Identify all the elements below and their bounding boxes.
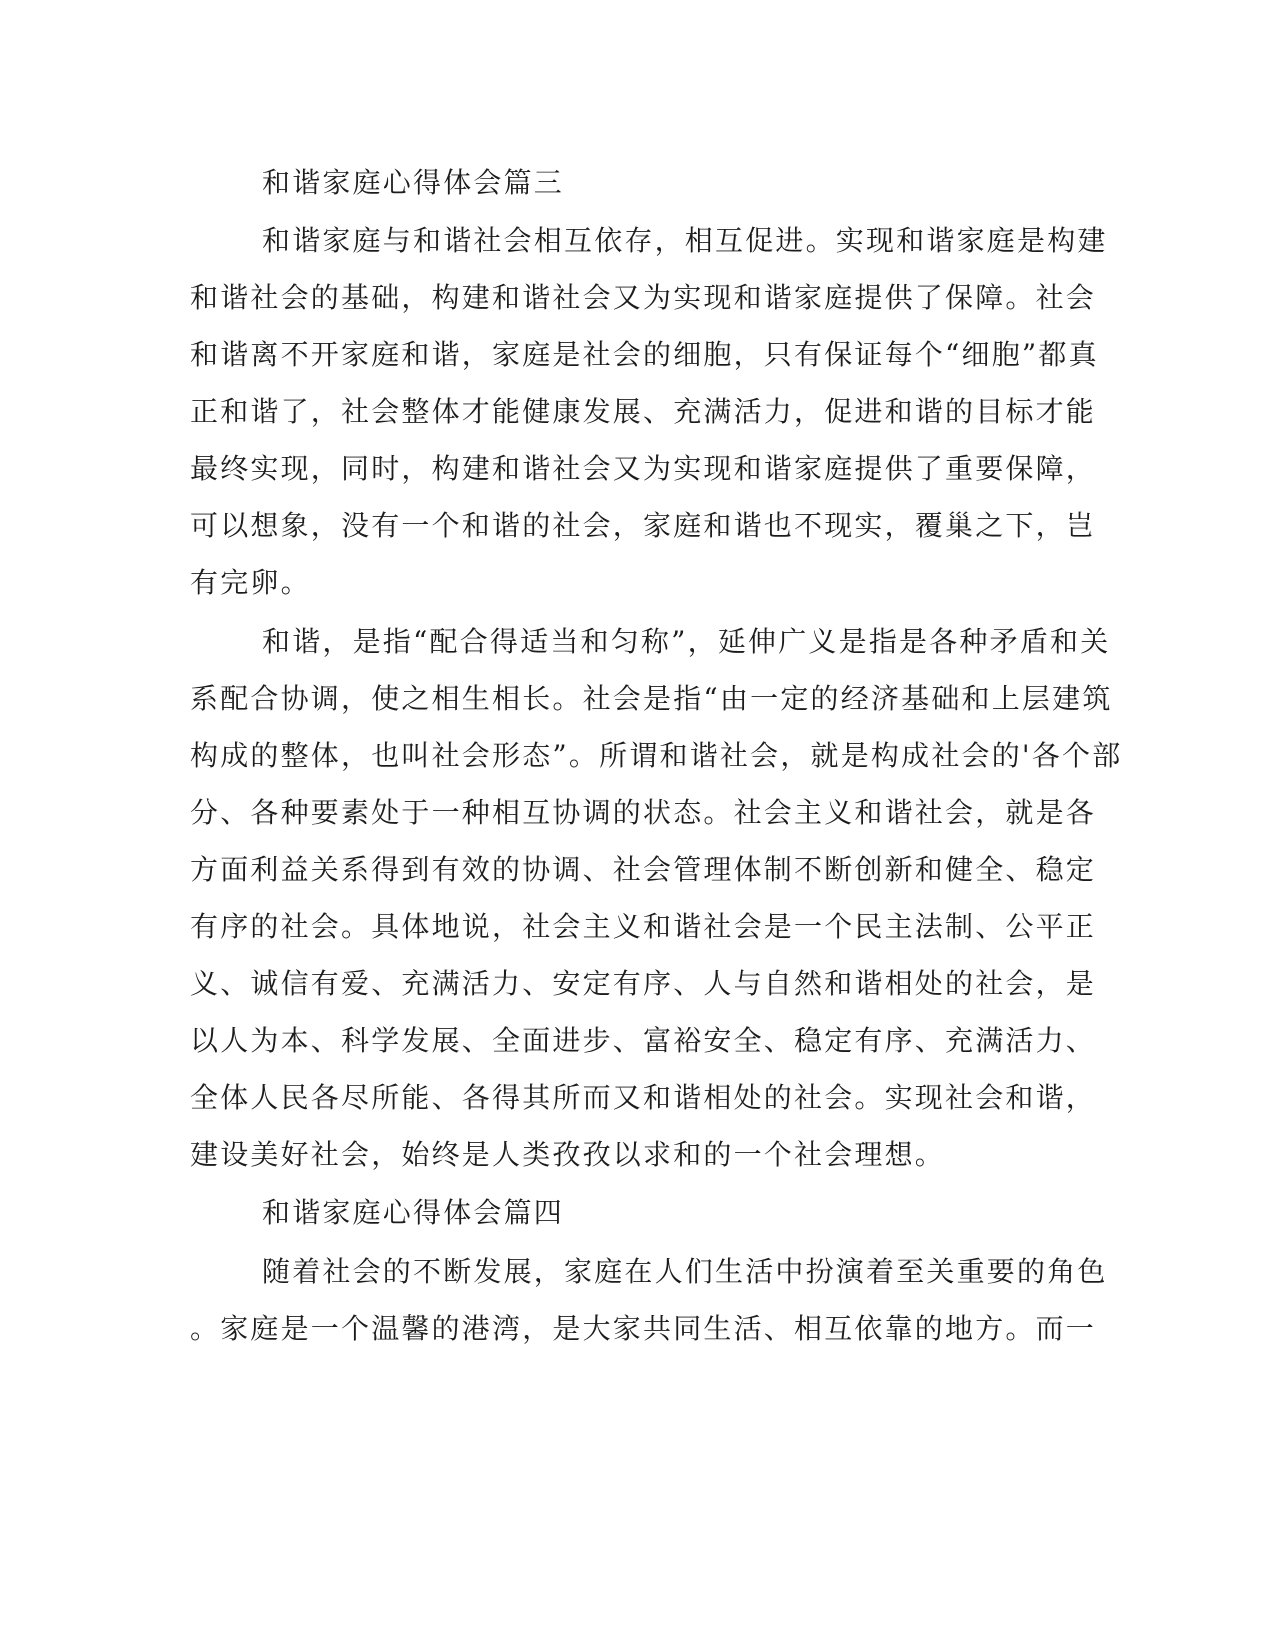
paragraph-line: 构成的整体，也叫社会形态”。所谓和谐社会，就是构成社会的'各个部 [190,739,1123,772]
paragraph-line: 正和谐了，社会整体才能健康发展、充满活力，促进和谐的目标才能 [190,395,1097,428]
paragraph-line: 以人为本、科学发展、全面进步、富裕安全、稳定有序、充满活力、 [190,1024,1097,1057]
paragraph-line: 和谐社会的基础，构建和谐社会又为实现和谐家庭提供了保障。社会 [190,281,1097,314]
section-heading-4: 和谐家庭心得体会篇四 [262,1196,565,1229]
paragraph-line: 和谐家庭与和谐社会相互依存，相互促进。实现和谐家庭是构建 [262,224,1108,257]
section-heading-3: 和谐家庭心得体会篇三 [262,166,565,199]
paragraph-line: 随着社会的不断发展，家庭在人们生活中扮演着至关重要的角色 [262,1255,1108,1288]
paragraph-line: 有序的社会。具体地说，社会主义和谐社会是一个民主法制、公平正 [190,910,1097,943]
paragraph-line: 可以想象，没有一个和谐的社会，家庭和谐也不现实，覆巢之下，岂 [190,509,1097,542]
paragraph-line: 和谐，是指“配合得适当和匀称”，延伸广义是指是各种矛盾和关 [262,625,1111,658]
paragraph-line: 和谐离不开家庭和谐，家庭是社会的细胞，只有保证每个“细胞”都真 [190,338,1099,371]
paragraph-line: 全体人民各尽所能、各得其所而又和谐相处的社会。实现社会和谐， [190,1081,1097,1114]
paragraph-line: 。家庭是一个温馨的港湾，是大家共同生活、相互依靠的地方。而一 [190,1312,1097,1345]
paragraph-line: 有完卵。 [190,566,311,599]
paragraph-line: 系配合协调，使之相生相长。社会是指“由一定的经济基础和上层建筑 [190,682,1113,715]
paragraph-line: 建设美好社会，始终是人类孜孜以求和的一个社会理想。 [190,1138,946,1171]
paragraph-line: 最终实现，同时，构建和谐社会又为实现和谐家庭提供了重要保障， [190,452,1097,485]
paragraph-line: 分、各种要素处于一种相互协调的状态。社会主义和谐社会，就是各 [190,796,1097,829]
paragraph-line: 方面利益关系得到有效的协调、社会管理体制不断创新和健全、稳定 [190,853,1097,886]
paragraph-line: 义、诚信有爱、充满活力、安定有序、人与自然和谐相处的社会，是 [190,967,1097,1000]
